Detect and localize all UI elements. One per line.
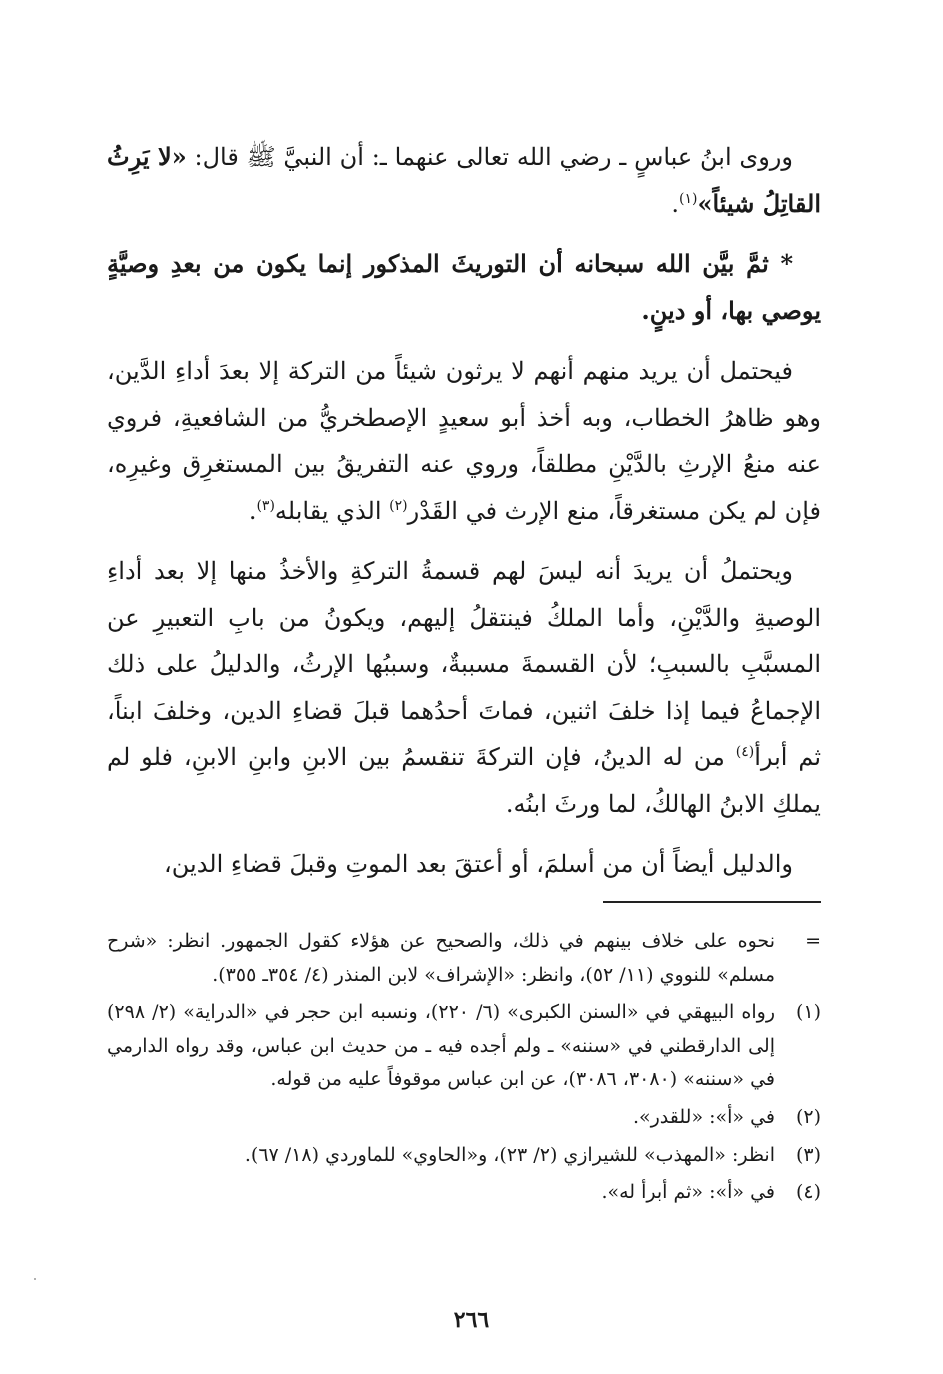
footnote-text: انظر: «المهذب» للشيرازي (٢/ ٢٣)، و«الحاوي» للماوردي (١٨/ ٦٧). bbox=[244, 1143, 775, 1166]
paragraph-3-text-b: الذي يقابله bbox=[274, 496, 390, 525]
hadith-quote: «لا يَرِثُ القاتِلُ شيئاً» bbox=[107, 142, 821, 218]
footnote-divider bbox=[603, 901, 821, 903]
footnotes bbox=[107, 925, 821, 1214]
paragraph-1 bbox=[107, 134, 821, 227]
footnote-text: في «أ»: «للقدر». bbox=[632, 1105, 775, 1128]
footnote-marker: = bbox=[805, 930, 821, 952]
footnote-2 bbox=[107, 1101, 821, 1135]
footnote-text: نحوه على خلاف بينهم في ذلك، والصحيح عن هؤلاء كقول الجمهور. انظر: «شرح مسلم» للنووي (١١/ ٥٢)، وانظر: «الإشراف» لابن المنذر (٤/ ٣٥٤ـ ٣٥٥). bbox=[107, 930, 775, 986]
footnote-marker: (١) bbox=[795, 1001, 821, 1024]
paragraph-5 bbox=[107, 841, 821, 888]
paragraph-2-verse-commentary bbox=[107, 241, 821, 334]
footnote-ref-1: (١) bbox=[678, 190, 698, 207]
footnote-4 bbox=[107, 1176, 821, 1210]
paragraph-4-text-a: ويحتملُ أن يريدَ أنه ليسَ لهم قسمةُ التركةِ والأخذُ منها إلا بعد أداءِ الوصيةِ والدَّيْنِ، وأما الملكُ فينتقلُ إليهم، ويكونُ من بابِ التعبيرِ عن المسبَّبِ بالسببِ؛ لأن القسمةَ مسببةٌ، وسببُها الإرثُ، والدليلُ على ذلك الإجماعُ فيما إذا خلفَ اثنين، فماتَ أحدُهما قبلَ قضاءِ الدين، وخلفَ ابناً، ثم أبرأ bbox=[107, 557, 822, 771]
paragraph-1-text: وروى ابنُ عباسٍ ـ رضي الله تعالى عنهما ـ: أن النبيَّ ﷺ قال: bbox=[186, 143, 793, 171]
footnote-ref-2: (٢) bbox=[389, 497, 408, 514]
footnote-ref-3: (٣) bbox=[256, 497, 275, 514]
paragraph-3-text-a: فيحتمل أن يريد منهم أنهم لا يرثون شيئاً من التركة إلا بعدَ أداءِ الدَّين، وهو ظاهرُ الخطاب، وبه أخذ أبو سعيدٍ الإصطخريُّ من الشافعيةِ، فروي عنه منعُ الإرثِ بالدَّيْنِ مطلقاً، وروي عنه التفريقُ بين المستغرِق وغيرِه، فإن لم يكن مستغرقاً، منع الإرث في القَدْر bbox=[107, 357, 821, 525]
footnote-3 bbox=[107, 1139, 821, 1173]
main-text bbox=[107, 134, 821, 902]
page-number: ٢٦٦ bbox=[453, 1307, 490, 1333]
paragraph-3-end: . bbox=[248, 496, 257, 525]
paragraph-3 bbox=[107, 348, 821, 534]
paragraph-2-text: * ثمَّ بيَّن الله سبحانه أن التوريثَ المذكور إنما يكون من بعدِ وصيَّةٍ يوصي بها، أو دينٍ. bbox=[107, 249, 821, 325]
footnote-1 bbox=[107, 996, 821, 1097]
footnote-marker: (٢) bbox=[795, 1105, 821, 1128]
paragraph-5-text: والدليل أيضاً أن من أسلمَ، أو أعتقَ بعد الموتِ وقبلَ قضاءِ الدين، bbox=[164, 850, 793, 878]
footnote-continuation bbox=[107, 925, 821, 992]
footnote-text: في «أ»: «ثم أبرأ له». bbox=[601, 1181, 775, 1204]
paragraph-1-end: . bbox=[671, 189, 679, 218]
footnote-ref-4: (٤) bbox=[735, 744, 755, 760]
footnote-marker: (٤) bbox=[795, 1181, 821, 1204]
footnote-text: رواه البيهقي في «السنن الكبرى» (٦/ ٢٢٠)، ونسبه ابن حجر في «الدراية» (٢/ ٢٩٨) إلى الدارقطني في «سننه» ـ ولم أجده فيه ـ من حديث ابن عباس، وقد رواه الدارمي في «سننه» (٣٠٨٠، ٣٠٨٦)، عن ابن عباس موقوفاً عليه من قوله. bbox=[107, 1001, 775, 1091]
footnote-marker: (٣) bbox=[795, 1143, 821, 1166]
paragraph-4-text-b: من له الدينُ، فإن التركةَ تنقسمُ بين الابنِ وابنِ الابنِ، فلو لم يملكِ الابنُ الهالكُ، لما ورثَ ابنُه. bbox=[107, 743, 821, 818]
scan-speck bbox=[34, 1278, 36, 1280]
paragraph-4 bbox=[107, 548, 821, 827]
